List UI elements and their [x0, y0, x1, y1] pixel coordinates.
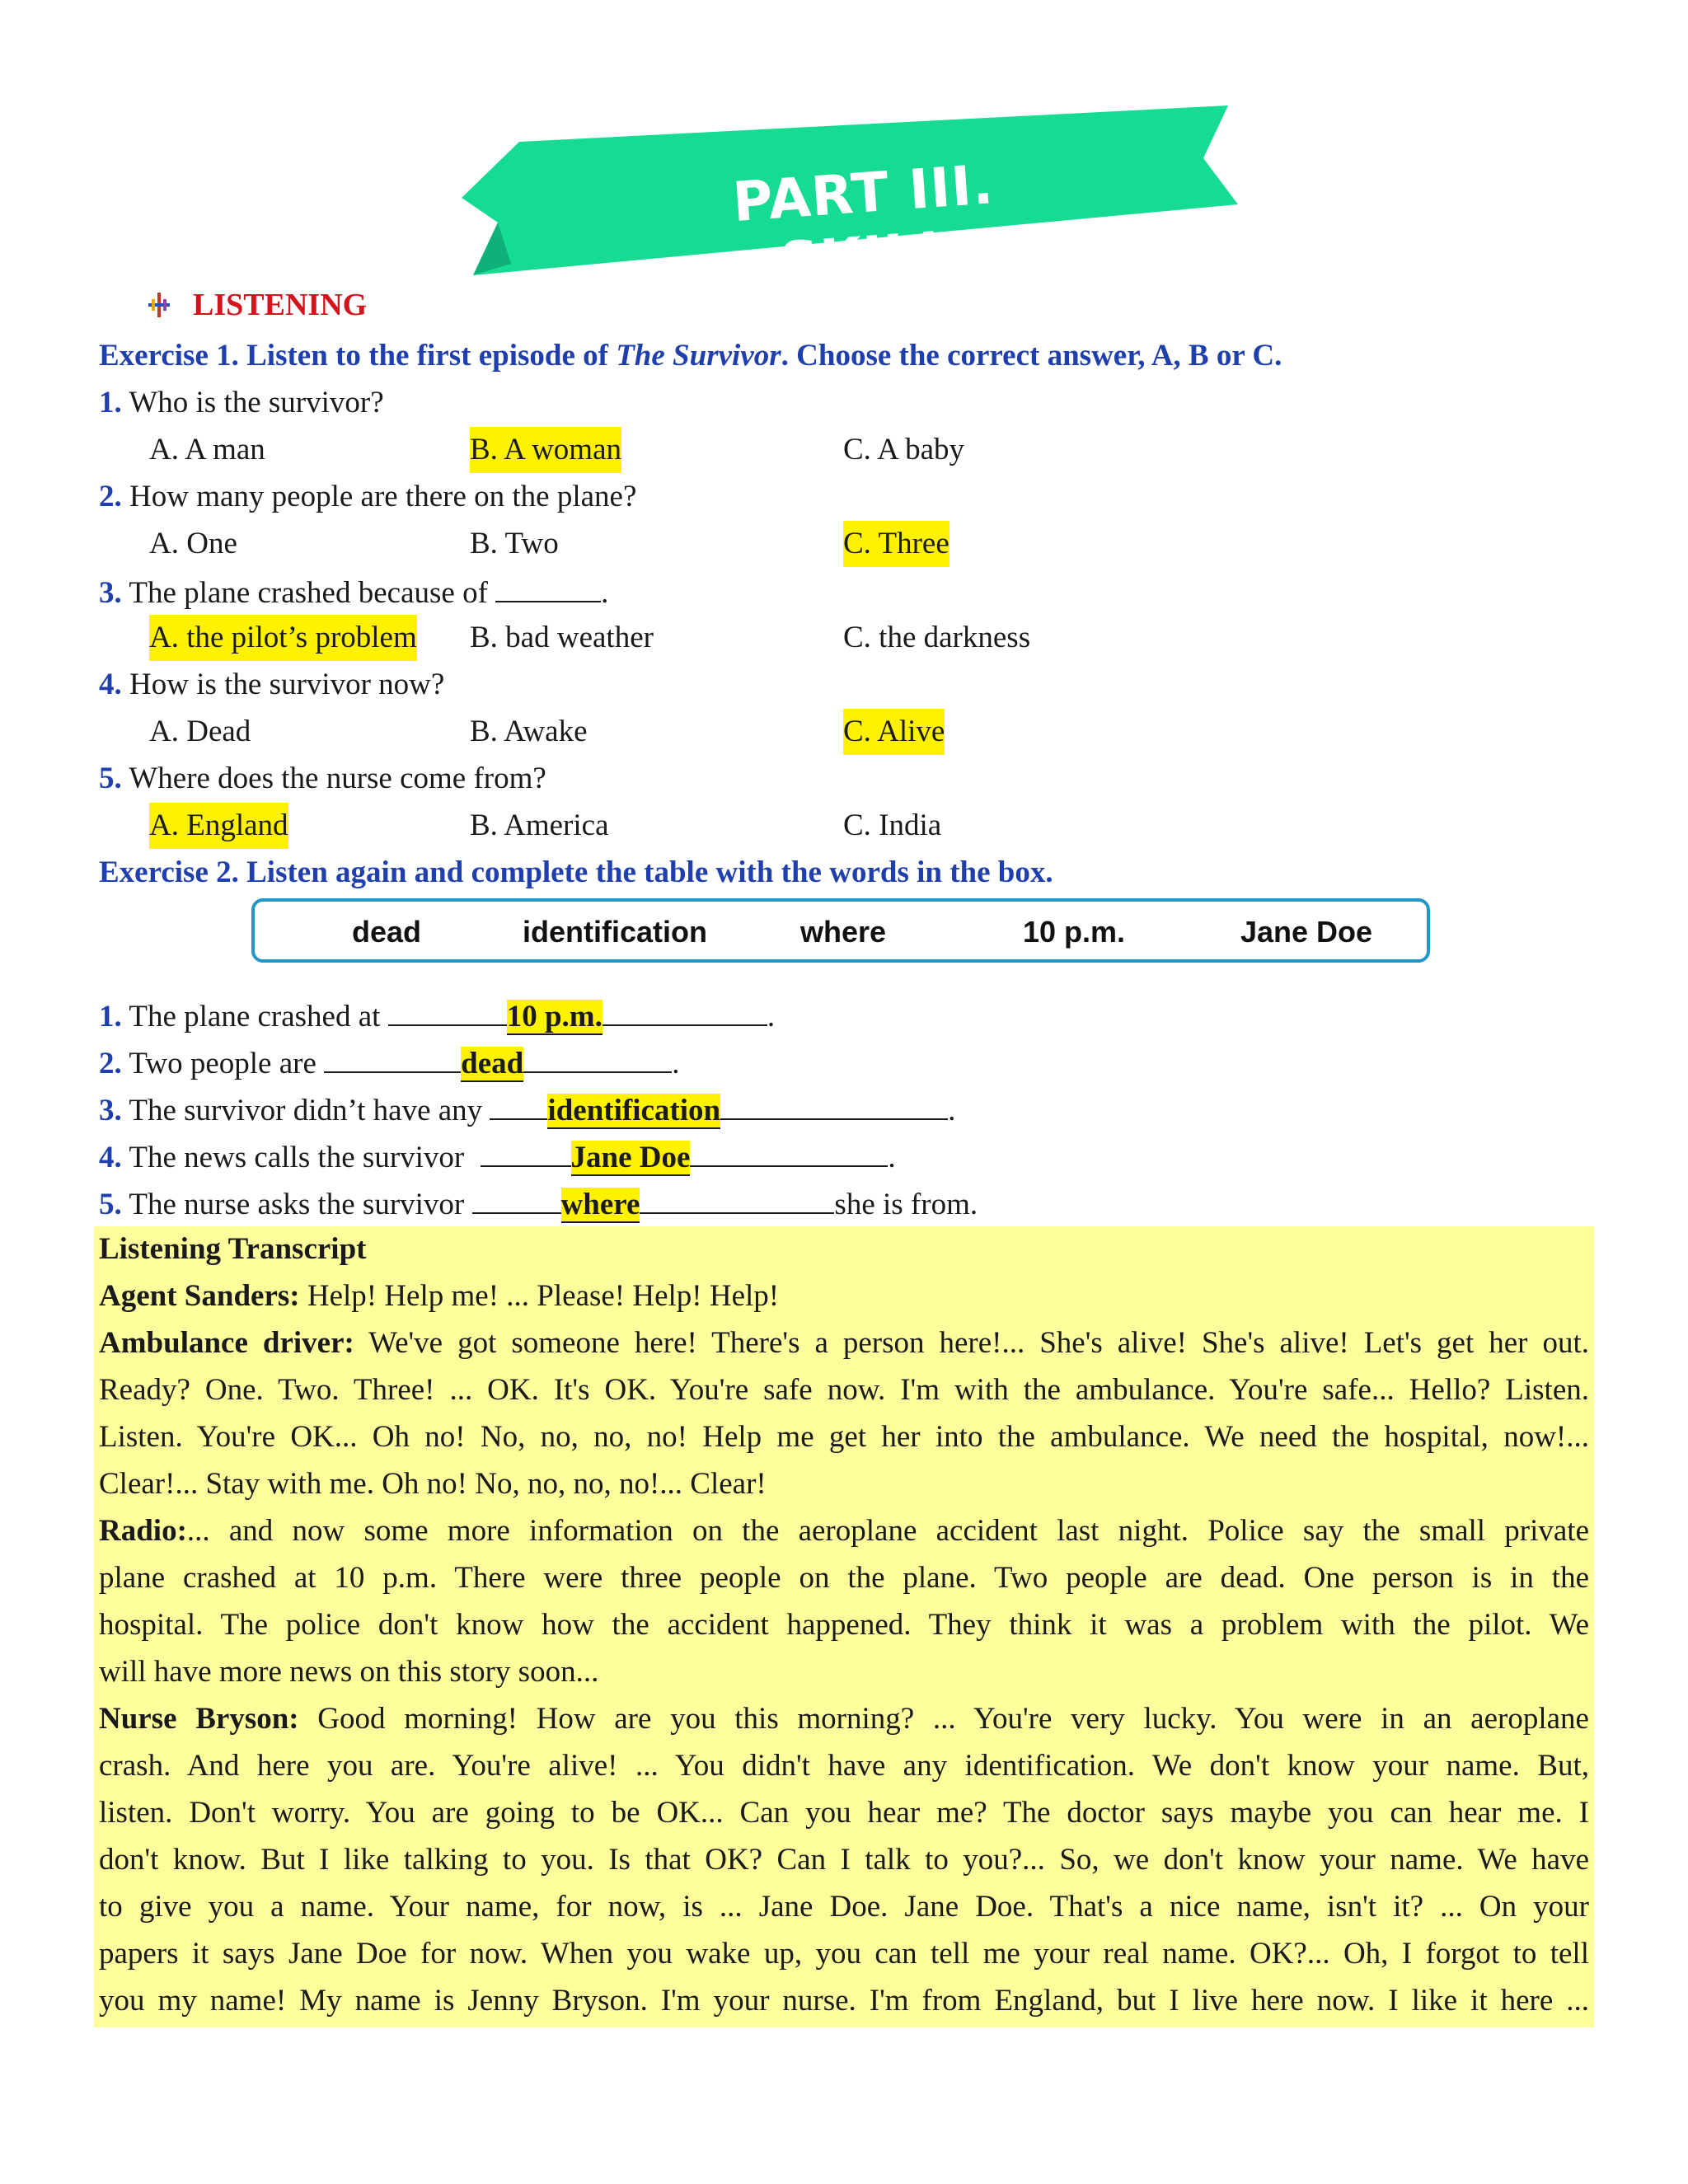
q5-option-c: C. India	[843, 808, 942, 842]
section-heading	[148, 287, 367, 323]
transcript-line: Radio:... and now some more information on the aeroplane accident last night. Police say the small private	[99, 1514, 1589, 1548]
fill-answer: 10 p.m.	[506, 1000, 603, 1033]
q3-option-a: A. the pilot’s problem	[149, 615, 417, 661]
q2-option-c: C. Three	[843, 521, 950, 567]
transcript-line: crash. And here you are. You're alive! ... You didn't have any identification. We don't know your name. But,	[99, 1749, 1589, 1783]
fill-item-5: 5. The nurse asks the survivor where she is from.	[99, 1179, 978, 1228]
question-4: 4. How is the survivor now?	[99, 668, 445, 701]
word-box-item: dead	[352, 915, 422, 949]
word-box-item: 10 p.m.	[1023, 915, 1126, 949]
exercise1-instruction: Exercise 1. Listen to the first episode of The Survivor. Choose the correct answer, A, B or C.	[99, 339, 1282, 373]
part-banner	[462, 99, 1253, 297]
transcript-line: will have more news on this story soon...	[99, 1655, 599, 1689]
fill-answer: where	[560, 1188, 640, 1221]
bullet-cross-icon	[148, 293, 170, 317]
banner-title: PART III. SKILL	[730, 152, 996, 295]
fill-answer: identification	[547, 1094, 721, 1127]
q2-option-b: B. Two	[470, 527, 559, 560]
q4-option-a: A. Dead	[149, 715, 251, 748]
transcript-line: papers it says Jane Doe for now. When you wake up, you can tell me your real name. OK?... Oh, I forgot to tell	[99, 1937, 1589, 1971]
question-2: 2. How many people are there on the plane?	[99, 480, 637, 513]
q3-option-c: C. the darkness	[843, 621, 1031, 654]
q1-option-c: C. A baby	[843, 433, 964, 466]
answer-blank	[495, 568, 601, 602]
fill-item-4: 4. The news calls the survivor Jane Doe .	[99, 1132, 896, 1181]
transcript-line: Agent Sanders: Help! Help me! ... Please! Help! Help!	[99, 1279, 780, 1313]
transcript-line: plane crashed at 10 p.m. There were three people on the plane. Two people are dead. One person is in the	[99, 1561, 1589, 1595]
q4-option-c: C. Alive	[843, 709, 945, 755]
question-5: 5. Where does the nurse come from?	[99, 762, 546, 795]
fill-item-3: 3. The survivor didn’t have any identification .	[99, 1085, 955, 1134]
q5-option-a: A. England	[149, 803, 288, 849]
q1-option-b: B. A woman	[470, 427, 621, 473]
transcript-line: Ambulance driver: We've got someone here! There's a person here!... She's alive! She's alive! Let's get her out.	[99, 1326, 1589, 1360]
word-box-item: where	[800, 915, 887, 949]
transcript-line: Listen. You're OK... Oh no! No, no, no, no! Help me get her into the ambulance. We need the hospital, now!...	[99, 1420, 1589, 1454]
transcript-title: Listening Transcript	[99, 1232, 367, 1266]
transcript-line: hospital. The police don't know how the accident happened. They think it was a problem with the pilot. We	[99, 1608, 1589, 1642]
q5-option-b: B. America	[470, 808, 609, 842]
transcript-line: listen. Don't worry. You are going to be OK... Can you hear me? The doctor says maybe you can hear me. I	[99, 1796, 1589, 1830]
fill-item-1: 1. The plane crashed at 10 p.m. .	[99, 991, 775, 1040]
fill-answer: Jane Doe	[570, 1141, 691, 1174]
question-1: 1. Who is the survivor?	[99, 386, 384, 419]
q4-option-b: B. Awake	[470, 715, 588, 748]
exercise2-instruction: Exercise 2. Listen again and complete the table with the words in the box.	[99, 855, 1053, 889]
fill-item-2: 2. Two people are dead .	[99, 1038, 679, 1087]
transcript-line: Clear!... Stay with me. Oh no! No, no, no, no!... Clear!	[99, 1467, 767, 1501]
transcript-line: Ready? One. Two. Three! ... OK. It's OK. You're safe now. I'm with the ambulance. You're safe... Hello? Listen.	[99, 1373, 1589, 1407]
word-box-item: Jane Doe	[1240, 915, 1373, 949]
transcript-line: to give you a name. Your name, for now, is ... Jane Doe. Jane Doe. That's a nice name, isn't it? ... On your	[99, 1890, 1589, 1924]
q2-option-a: A. One	[149, 527, 237, 560]
word-box	[251, 898, 1430, 963]
word-box-item: identification	[523, 915, 707, 949]
question-3: 3. The plane crashed because of .	[99, 568, 608, 616]
transcript-line: you my name! My name is Jenny Bryson. I'm your nurse. I'm from England, but I live here now. I like it here ...	[99, 1984, 1589, 2018]
q3-option-b: B. bad weather	[470, 621, 654, 654]
q1-option-a: A. A man	[149, 433, 265, 466]
section-label: LISTENING	[193, 288, 368, 322]
transcript-line: don't know. But I like talking to you. Is that OK? Can I talk to you?... So, we don't know your name. We have	[99, 1843, 1589, 1877]
transcript-line: Nurse Bryson: Good morning! How are you this morning? ... You're very lucky. You were in an aeroplane	[99, 1702, 1589, 1736]
fill-answer: dead	[461, 1047, 524, 1080]
